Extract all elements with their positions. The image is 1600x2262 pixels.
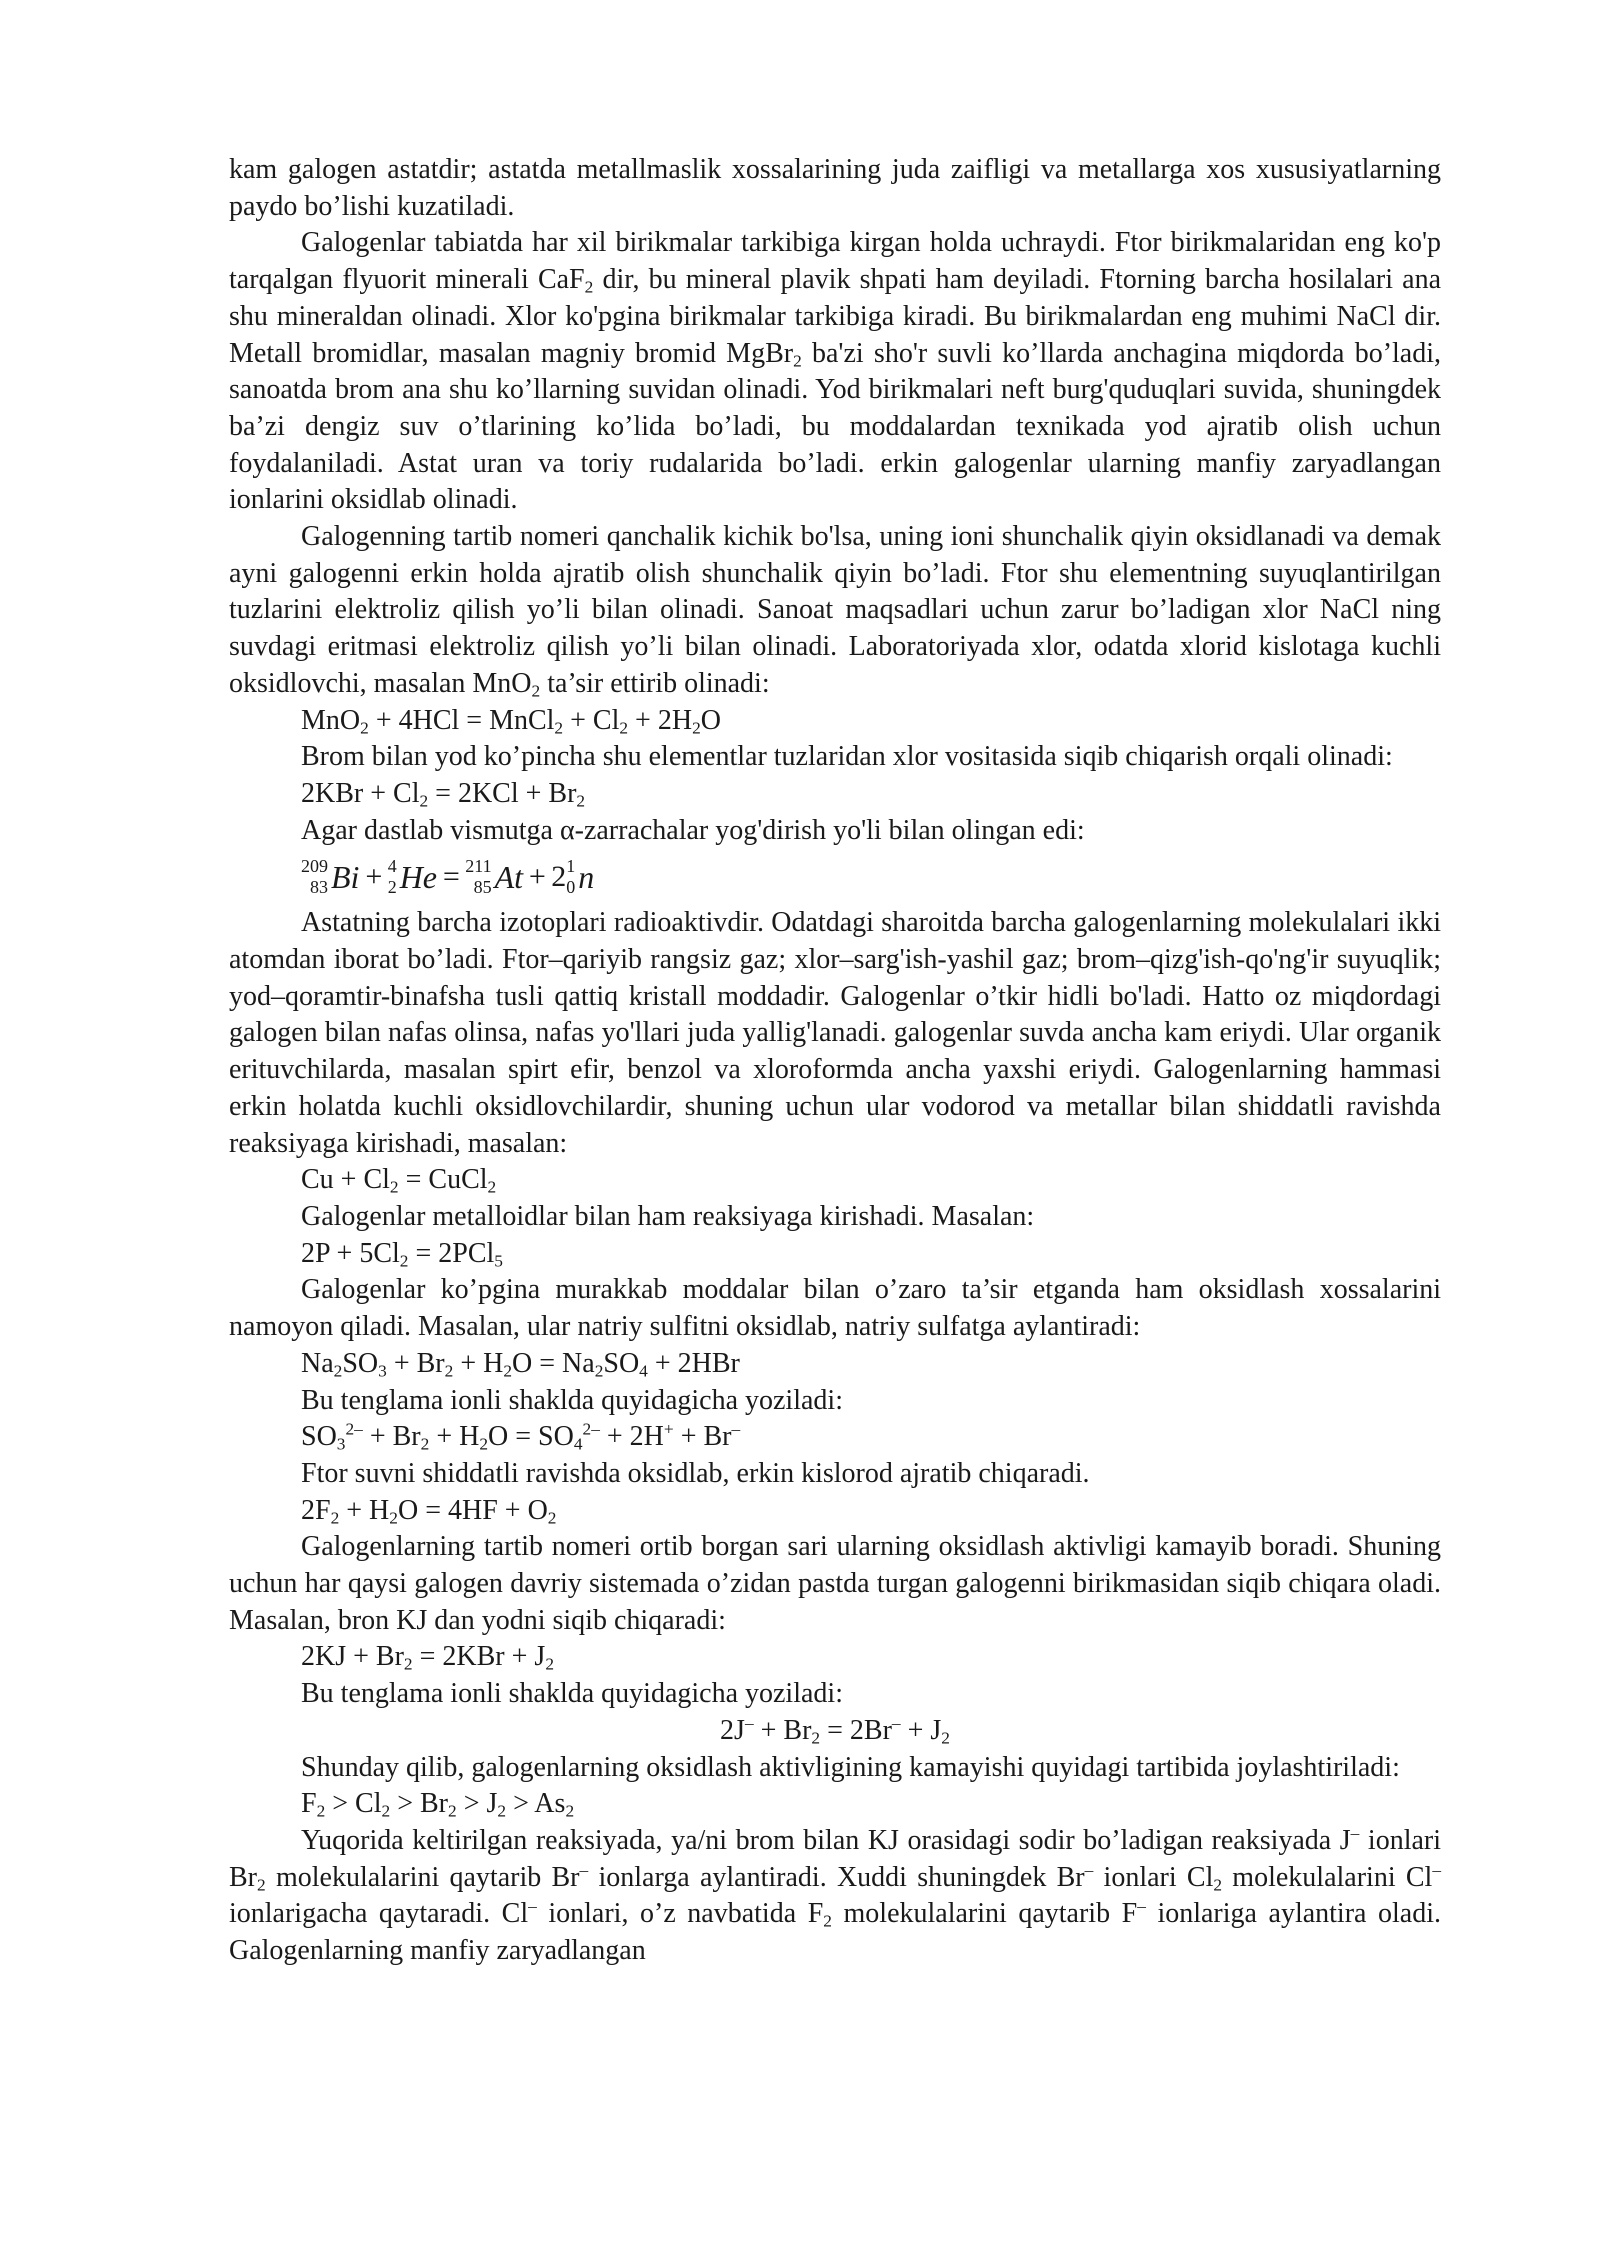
paragraph-2: Galogenlar tabiatda har xil birikmalar tarkibiga kirgan holda uchraydi. Ftor birikmalaridan eng ko'p tarqalgan flyuorit minerali CaF$_2$ dir, bu mineral plavik shpati ham deyiladi. Ftorning barcha hosilalari ana shu mineraldan olinadi. Xlor ko'pgina birikmalar tarkibiga kiradi. Bu birikmalardan eng muhimi NaCl dir. Metall bromidlar, masalan magniy bromid MgBr$_2$ ba'zi sho'r suvli ko’llarda anchagina miqdorda bo’ladi, sanoatda brom ana shu ko’llarning suvidan olinadi. Yod birikmalari neft burg'quduqlari suvida, shuningdek ba’zi dengiz suv o’tlarining ko’lida bo’ladi, bu moddalardan texnikada yod ajratib olish uchun foydalaniladi. Astat uran va toriy rudalarida bo’ladi. erkin galogenlar ularning manfiy zaryadlangan ionlarini oksidlab olinadi. — [229, 227, 1441, 516]
helium-nuclide: 4 2 — [387, 856, 397, 898]
neutron-nuclide: 1 0 — [566, 856, 576, 898]
paragraph-6: Astatning barcha izotoplari radioaktivdir. Odatdagi sharoitda barcha galogenlarning molekulalari ikki atomdan iborat bo’ladi. Ftor–qariyib rangsiz gaz; xlor–sarg'ish-yashil gaz; brom–qizg'ish-qo'ng'ir suyuqlik; yod–qoramtir-binafsha tusli qattiq kristall moddadir. Galogenlar o’tkir hidli bo'ladi. Hatto oz miqdordagi galogen bilan nafas olinsa, nafas yo'llari juda yallig'lanadi. galogenlar suvda ancha kam eriydi. Ular organik erituvchilarda, masalan spirt efir, benzol va xloroformda ancha yaxshi eriydi. Galogenlarning hammasi erkin holatda kuchli oksidlovchilardir, shuning uchun ular vodorod va metallar bilan shiddatli ravishda reaksiyaga kirishadi, masalan: — [229, 907, 1441, 1159]
paragraph-10: Ftor suvni shiddatli ravishda oksidlab, erkin kislorod ajratib chiqaradi. — [301, 1457, 1090, 1489]
equation-activity-series: $F_2 > Cl_2 > Br_2 > J_2 > As_2$ — [301, 1788, 575, 1821]
equation-ionic-sulfite: $SO_3^{2-} + Br_2 + H_2O = SO_4^{2-} + 2H^+ + Br^-$ — [301, 1419, 741, 1454]
paragraph-14: Yuqorida keltirilgan reaksiyada, ya/ni brom bilan KJ orasidagi sodir bo’ladigan reaksiyada J– ionlari $Br_2$ molekulalarini qaytarib Br– ionlarga aylantiradi. Xuddi shuningdek Br– ionlari $Cl_2$ molekulalarini Cl– ionlarigacha qaytaradi. Cl– ionlari, o’z navbatida $F_2$ molekulalarini qaytarib F– ionlariga aylantira oladi. Galogenlarning manfiy zaryadlangan — [229, 1823, 1442, 1967]
paragraph-11: Galogenlarning tartib nomeri ortib borgan sari ularning oksidlash aktivligi kamayib boradi. Shuning uchun har qaysi galogen davriy sistemada o’zidan pastda turgan galogenni birikmasidan siqib chiqara oladi. Masalan, bron KJ dan yodni siqib chiqaradi: — [229, 1531, 1441, 1636]
equation-f2-water: $2F_2 + H_2O = 4HF + O_2$ — [301, 1494, 557, 1527]
equation-ionic-iodide: $2J^- + Br_2 = 2Br^- + J_2$ — [720, 1713, 950, 1748]
paragraph-3: Galogenning tartib nomeri qanchalik kichik bo'lsa, uning ioni shunchalik qiyin oksidlanadi va demak ayni galogenni erkin holda ajratib olish shunchalik qiyin bo’ladi. Ftor shu elementning suyuqlantirilgan tuzlarini elektroliz qilish yo’li bilan olinadi. Sanoat maqsadlari uchun zarur bo’ladigan xlor NaCl ning suvdagi eritmasi elektroliz qilish yo’li bilan olinadi. Laboratoriyada xlor, odatda xlorid kislotaga kuchli oksidlovchi, masalan MnO$_2$ ta’sir ettirib olinadi: — [229, 521, 1441, 701]
paragraph-1 — [229, 152, 1441, 225]
paragraph-8: Galogenlar ko’pgina murakkab moddalar bilan o’zaro ta’sir etganda ham oksidlash xossalarini namoyon qiladi. Masalan, ular natriy sulfitni oksidlab, natriy sulfatga aylantiradi: — [229, 1274, 1441, 1343]
paragraph-4: Brom bilan yod ko’pincha shu elementlar tuzlaridan xlor vositasida siqib chiqarish orqali olinadi: — [301, 741, 1393, 773]
text: kam galogen astatdir; astatda metallmaslik xossalarining juda zaifligi va metallarga xos xususiyatlarning paydo bo’lishi kuzatiladi. — [229, 154, 1441, 222]
paragraph-5: Agar dastlab vismutga α-zarrachalar yog'dirish yo'li bilan olingan edi: — [301, 814, 1085, 846]
equation-cucl2: $Cu + Cl_2$ = CuCl$_2$ — [301, 1164, 497, 1197]
paragraph-12: Bu tenglama ionli shaklda quyidagicha yoziladi: — [301, 1678, 843, 1710]
equation-kj: $2KJ + Br_2 = 2KBr + J_2$ — [301, 1641, 554, 1674]
document-page — [229, 152, 1441, 1970]
nuclear-equation: 209 83 Bi + 4 2 He = 211 85 At + 2 1 0 n — [301, 856, 595, 898]
paragraph-9: Bu tenglama ionli shaklda quyidagicha yoziladi: — [301, 1384, 843, 1416]
equation-kbr: $2KBr + Cl_2 = 2KCl + Br_2$ — [301, 777, 586, 811]
paragraph-7: Galogenlar metalloidlar bilan ham reaksiyaga kirishadi. Masalan: — [301, 1200, 1035, 1232]
astatine-nuclide: 211 85 — [465, 856, 492, 898]
bismuth-nuclide: 209 83 — [301, 856, 328, 898]
equation-pcl5: $2P + 5Cl_2 = 2PCl_5$ — [301, 1237, 503, 1271]
equation-mno2: MnO$_2$ + 4HCl = MnCl$_2$ + $Cl_2 + 2H_2O$ — [301, 704, 721, 737]
equation-na2so3: $Na_2SO_3 + Br_2 + H_2O = Na_2SO_4 + 2HBr$ — [301, 1347, 740, 1381]
paragraph-13: Shunday qilib, galogenlarning oksidlash aktivligining kamayishi quyidagi tartibida joylashtiriladi: — [301, 1751, 1400, 1783]
